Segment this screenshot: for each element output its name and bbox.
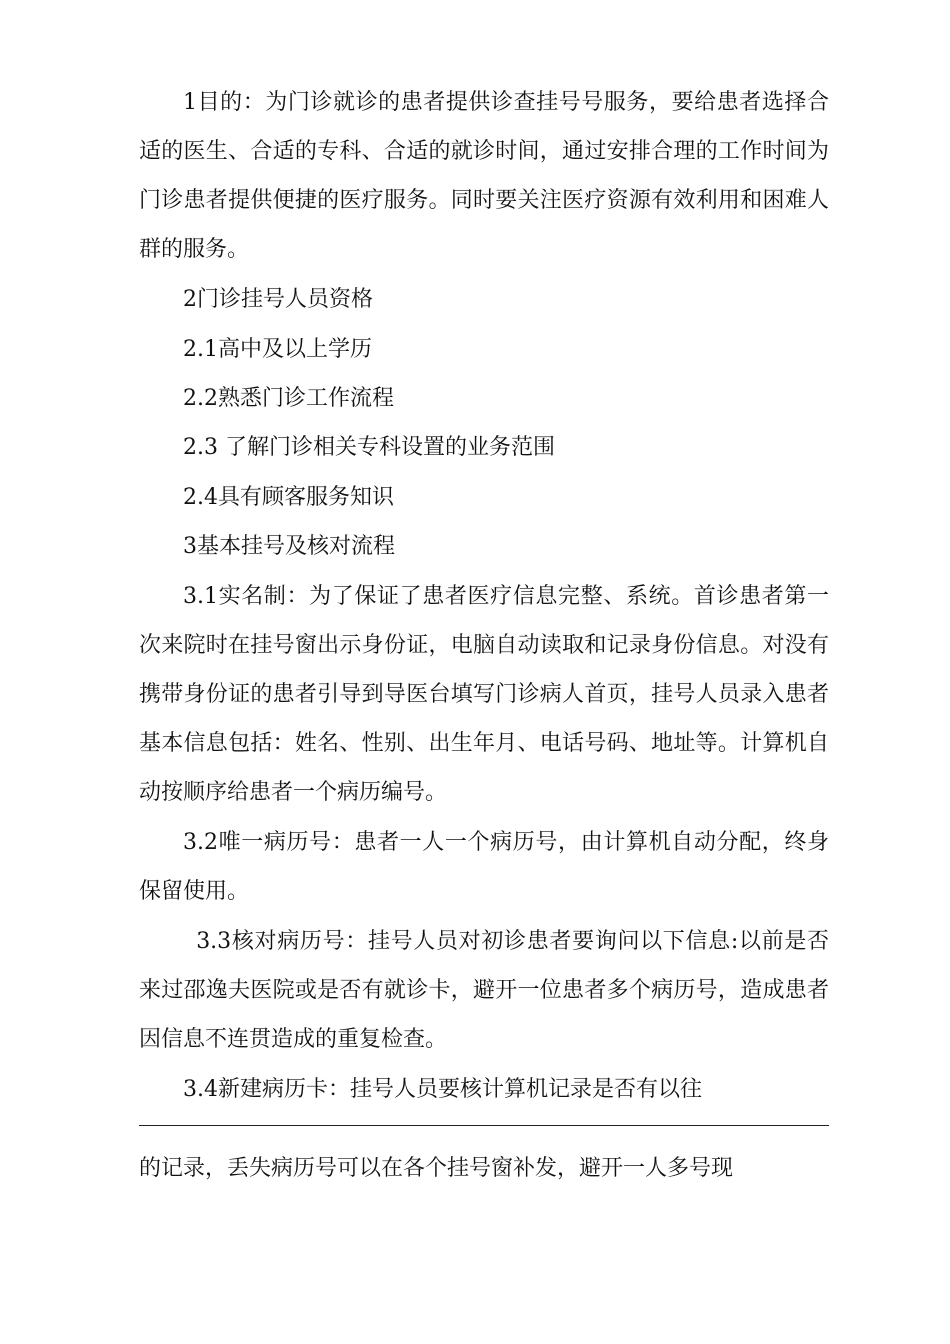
paragraph-real-name: 3.1实名制：为了保证了患者医疗信息完整、系统。首诊患者第一次来院时在挂号窗出示身份证，电脑自动读取和记录身份信息。对没有携带身份证的患者引导到导医台填写门诊病人首页，挂号人员录入患者基本信息包括：姓名、性别、出生年月、电话号码、地址等。计算机自动按顺序给患者一个病历编号。	[139, 584, 829, 805]
paragraph-new-record-card: 3.4新建病历卡：挂号人员要核计算机记录是否有以往	[183, 1077, 702, 1102]
list-item-customer-service: 2.4具有顾客服务知识	[183, 485, 394, 510]
paragraph-continuation: 的记录，丢失病历号可以在各个挂号窗补发，避开一人多号现	[139, 1156, 734, 1181]
list-item-workflow: 2.2熟悉门诊工作流程	[183, 386, 394, 411]
heading-staff-qualifications: 2门诊挂号人员资格	[183, 287, 373, 312]
paragraph-verify-record-number: 3.3核对病历号：挂号人员对初诊患者要询问以下信息:以前是否来过邵逸夫医院或是否有就诊卡，避开一位患者多个病历号，造成患者因信息不连贯造成的重复检查。	[139, 929, 829, 1052]
paragraph-purpose: 1目的：为门诊就诊的患者提供诊查挂号号服务，要给患者选择合适的医生、合适的专科、合适的就诊时间，通过安排合理的工作时间为门诊患者提供便捷的医疗服务。同时要关注医疗资源有效利用和困难人群的服务。	[139, 90, 829, 262]
list-item-specialty-scope: 2.3 了解门诊相关专科设置的业务范围	[183, 435, 555, 460]
paragraph-unique-record-number: 3.2唯一病历号：患者一人一个病历号，由计算机自动分配，终身保留使用。	[139, 830, 829, 904]
list-item-education: 2.1高中及以上学历	[183, 337, 372, 362]
heading-registration-process: 3基本挂号及核对流程	[183, 534, 395, 559]
page-divider	[139, 1125, 829, 1126]
